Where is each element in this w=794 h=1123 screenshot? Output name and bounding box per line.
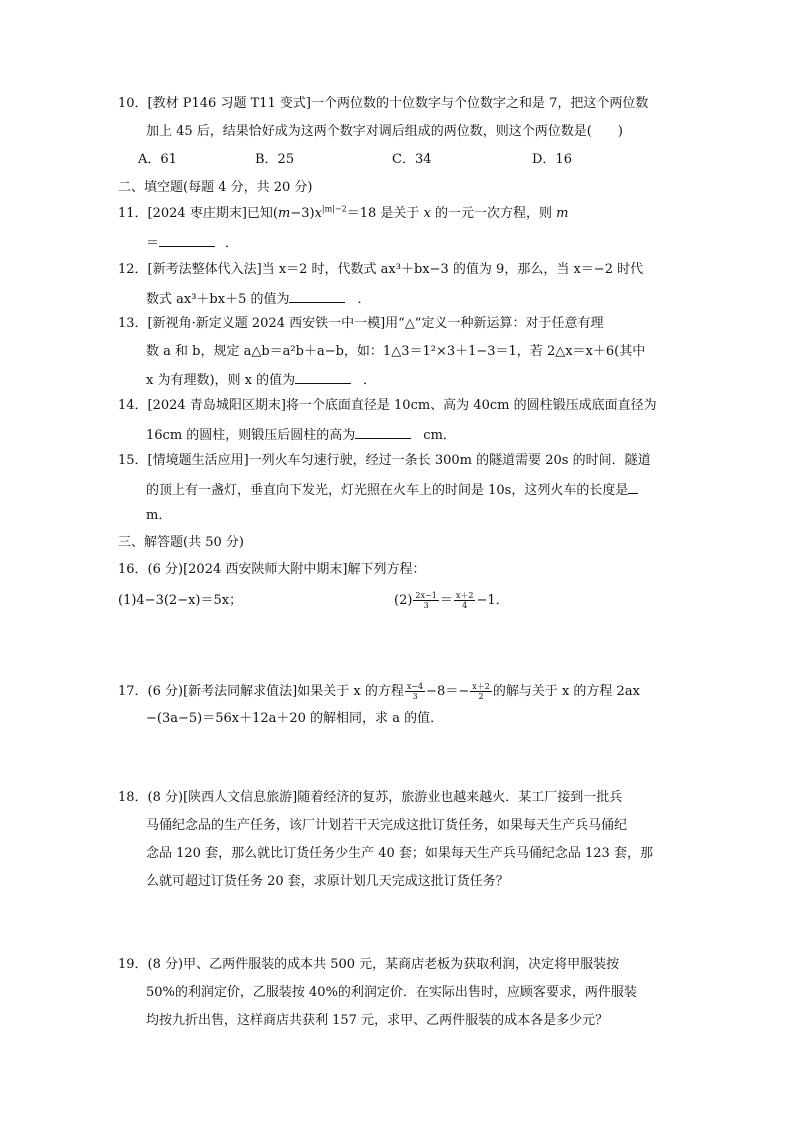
q12-line1: 12．[新考法整体代入法]当 x＝2 时，代数式 ax³＋bx−3 的值为 9，那么，当 x＝−2 时代 (118, 262, 644, 277)
q18-line3: 念品 120 套，那么就比订货任务少生产 40 套；如果每天生产兵马俑纪念品 123 套，那 (146, 846, 653, 861)
q16-part2: (2) $\frac{2x-1}{3}$ ＝ $\frac{x+2}{4}$ −1． (394, 591, 509, 610)
q13-line1: 13．[新视角·新定义题 2024 西安铁一中一模]用“△”定义一种新运算：对于任意有理 (118, 316, 604, 331)
q13-line3: x 为有理数)，则 x 的值为 ． (146, 373, 377, 388)
q17-fraction-2: $\frac{x+2}{2}$ (472, 682, 490, 701)
section-fill-in-title: 二、填空题(每题 4 分，共 20 分) (118, 180, 313, 195)
q17-line2: −(3a−5)＝56x＋12a＋20 的解相同，求 a 的值． (146, 711, 444, 726)
q12-answer-blank[interactable] (289, 290, 345, 303)
q10-line1: 10．[教材 P146 习题 T11 变式]一个两位数的十位数字与个位数字之和是 7，把这个两位数 (118, 96, 649, 111)
q10-option-a: A．61 (138, 152, 177, 167)
q14-line1: 14．[2024 青岛城阳区期末]将一个底面直径是 10cm、高为 40cm 的圆柱锻压成底面直径为 (118, 398, 657, 413)
q19-line3: 均按九折出售，这样商店共获利 157 元，求甲、乙两件服装的成本各是多少元？ (146, 1013, 609, 1028)
q14-line2: 16cm 的圆柱，则锻压后圆柱的高为 cm． (146, 428, 456, 443)
q16-line1: 16．(6 分)[2024 西安陕师大附中期末]解下列方程： (118, 562, 426, 577)
q15-answer-blank[interactable] (628, 481, 638, 494)
q18-line2: 马俑纪念品的生产任务，该厂计划若干天完成这批订货任务，如果每天生产兵马俑纪 (146, 818, 628, 833)
q15-line1: 15．[情境题生活应用]一列火车匀速行驶，经过一条长 300m 的隧道需要 20s 的时间．隧道 (118, 453, 651, 468)
q17-line1: 17．(6 分)[新考法同解求值法]如果关于 x 的方程 $\frac{x-4}{3}$ −8＝− $\frac{x+2}{2}$ 的解与关于 x 的方程 2ax (118, 682, 640, 701)
q11-line1: 11．[2024 枣庄期末]已知$(m-3)x^{|m|-2}=18$ 是关于 x 的一元一次方程，则 m (118, 204, 569, 221)
q16-part1: (1)4−3(2−x)＝5x； (118, 593, 243, 608)
q19-line2: 50%的利润定价，乙服装按 40%的利润定价．在实际出售时，应顾客要求，两件服装 (146, 985, 637, 1000)
q11-answer-blank[interactable] (159, 234, 215, 247)
q12-line2: 数式 ax³＋bx＋5 的值为 ． (146, 292, 371, 307)
q19-line1: 19．(8 分)甲、乙两件服装的成本共 500 元，某商店老板为获取利润，决定将甲服装按 (118, 957, 620, 972)
q16-fraction-1: $\frac{2x-1}{3}$ (415, 591, 437, 610)
q10-line2: 加上 45 后，结果恰好成为这两个数字对调后组成的两位数，则这个两位数是( ) (146, 124, 623, 139)
q17-fraction-1: $\frac{x-4}{3}$ (406, 682, 424, 701)
q10-option-b: B．25 (255, 152, 295, 167)
q15-line3: m． (146, 508, 172, 523)
q14-answer-blank[interactable] (355, 426, 411, 439)
q18-line1: 18．(8 分)[陕西人文信息旅游]随着经济的复苏，旅游业也越来越火．某工厂接到一批兵 (118, 790, 623, 805)
q18-line4: 么就可超过订货任务 20 套，求原计划几天完成这批订货任务？ (146, 874, 509, 889)
q13-answer-blank[interactable] (295, 371, 351, 384)
q10-option-c: C．34 (392, 152, 432, 167)
q16-fraction-2: $\frac{x+2}{4}$ (455, 591, 474, 610)
section-solve-title: 三、解答题(共 50 分) (118, 535, 244, 550)
q13-line2: 数 a 和 b，规定 a△b＝a²b＋a−b，如：1△3＝1²×3＋1−3＝1，若 2△x＝x＋6(其中 (146, 344, 646, 359)
q11-line2: ＝ ． (146, 236, 239, 251)
q15-line2: 的顶上有一盏灯，垂直向下发光，灯光照在火车上的时间是 10s，这列火车的长度是 (146, 481, 638, 499)
q10-option-d: D．16 (532, 152, 572, 167)
